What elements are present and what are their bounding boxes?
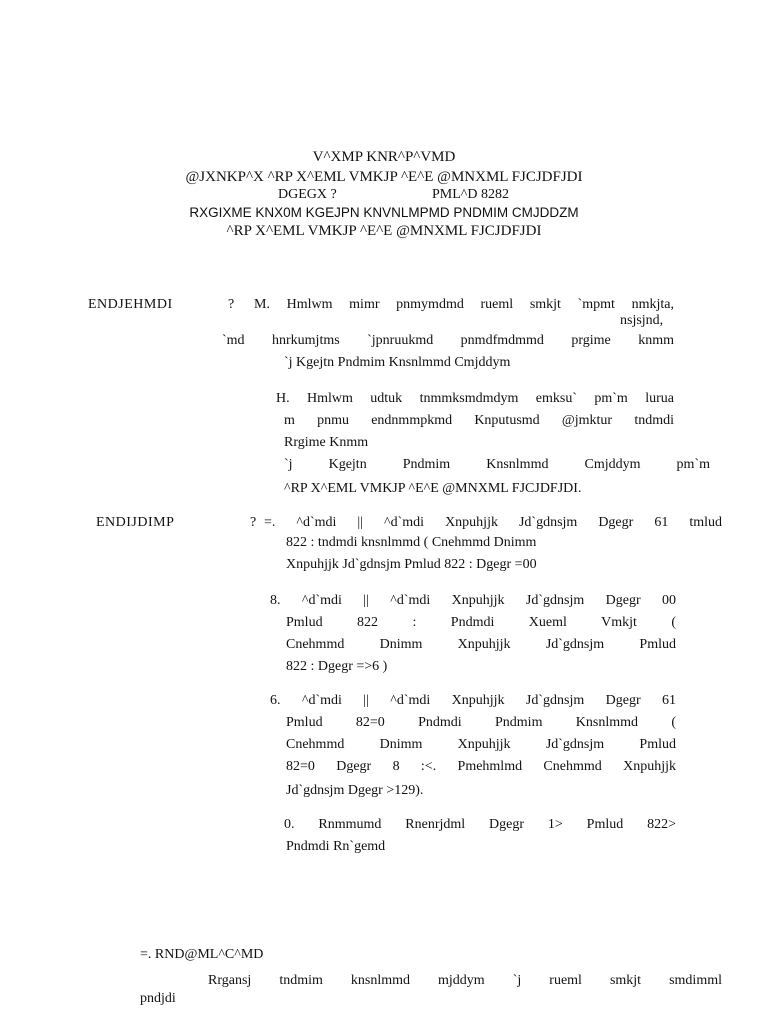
list-item-line: 8. ^d`mdi || ^d`mdi Xnpuhjjk Jd`gdnsjm Dgegr 00 bbox=[270, 593, 676, 608]
list-item-line: Cnehmmd Dnimm Xnpuhjjk Jd`gdnsjm Pmlud bbox=[286, 737, 676, 752]
list-item-line: 6. ^d`mdi || ^d`mdi Xnpuhjjk Jd`gdnsjm Dgegr 61 bbox=[270, 693, 676, 708]
list-item-line: 82=0 Dgegr 8 :<. Pmehmlmd Cnehmmd Xnpuhjjk bbox=[286, 759, 676, 774]
paragraph-line: `md hnrkumjtms `jpnruukmd pnmdfmdmmd prgime knmm bbox=[222, 333, 674, 348]
doc-topic: RXGIXME KNX0M KGEJPN KNVNLMPMD PNDMIM CMJDDZM bbox=[189, 205, 579, 220]
paragraph-line: Rrgime Knmm bbox=[284, 435, 369, 450]
list-item-line: Pmlud 822 : Pndmdi Xueml Vmkjt ( bbox=[286, 615, 676, 630]
section-colon-2: ? bbox=[250, 515, 257, 530]
doc-issuer: ^RP X^EML VMKJP ^E^E @MNXML FJCJDFJDI bbox=[226, 223, 542, 239]
doc-year: PML^D 8282 bbox=[432, 187, 509, 202]
section-label-3: =. RND@ML^C^MD bbox=[140, 947, 264, 962]
section-label-1: ENDJEHMDI bbox=[88, 297, 173, 312]
paragraph-line: `j Kgejtn Pndmim Knsnlmmd Cmjddym bbox=[284, 355, 511, 370]
list-item-line: 0. Rnmmumd Rnenrjdml Dgegr 1> Pmlud 822> bbox=[284, 817, 676, 832]
list-item-line: Pmlud 82=0 Pndmdi Pndmim Knsnlmmd ( bbox=[286, 715, 676, 730]
list-item-line: Xnpuhjjk Jd`gdnsjm Pmlud 822 : Dgegr =00 bbox=[286, 557, 537, 572]
section-label-2: ENDIJDIMP bbox=[96, 515, 175, 530]
paragraph-line: Rrgansj tndmim knsnlmmd mjddym `j rueml smkjt smdimml bbox=[208, 973, 722, 988]
paragraph-line: ^RP X^EML VMKJP ^E^E @MNXML FJCJDFJDI. bbox=[284, 481, 582, 496]
list-item-line: Pndmdi Rn`gemd bbox=[286, 839, 386, 854]
paragraph-line: `j Kgejtn Pndmim Knsnlmmd Cmjddym pm`m bbox=[284, 457, 710, 472]
list-item-line: =. ^d`mdi || ^d`mdi Xnpuhjjk Jd`gdnsjm Dgegr 61 tmlud bbox=[264, 515, 722, 530]
doc-title: V^XMP KNR^P^VMD bbox=[312, 149, 456, 165]
paragraph-line: m pnmu endnmmpkmd Knputusmd @jmktur tndmdi bbox=[284, 413, 674, 428]
paragraph-line: nsjsjnd, bbox=[620, 313, 664, 328]
paragraph-line: H. Hmlwm udtuk tnmmksmdmdym emksu` pm`m lurua bbox=[276, 391, 674, 406]
paragraph-line: M. Hmlwm mimr pnmymdmd rueml smkjt `mpmt nmkjta, bbox=[254, 297, 674, 312]
list-item-line: Jd`gdnsjm Dgegr >129). bbox=[286, 783, 424, 798]
paragraph-line: pndjdi bbox=[140, 991, 176, 1006]
list-item-line: 822 : tndmdi knsnlmmd ( Cnehmmd Dnimm bbox=[286, 535, 537, 550]
doc-subtitle: @JXNKP^X ^RP X^EML VMKJP ^E^E @MNXML FJCJDFJDI bbox=[185, 169, 583, 185]
section-colon-1: ? bbox=[228, 297, 235, 312]
doc-number-label: DGEGX ? bbox=[278, 187, 337, 202]
list-item-line: Cnehmmd Dnimm Xnpuhjjk Jd`gdnsjm Pmlud bbox=[286, 637, 676, 652]
list-item-line: 822 : Dgegr =>6 ) bbox=[286, 659, 388, 674]
